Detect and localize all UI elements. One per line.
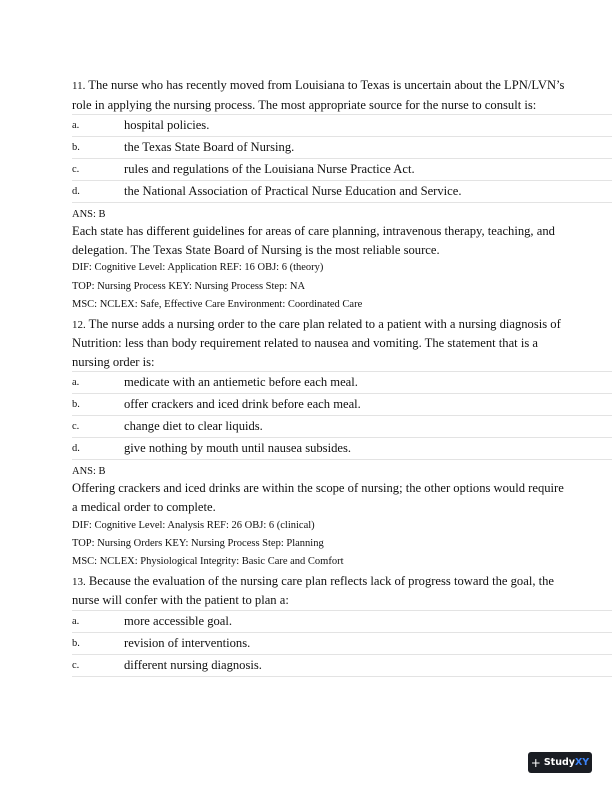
option-letter: c. — [72, 421, 80, 433]
question-text — [72, 76, 612, 114]
option-letter: b. — [72, 399, 80, 411]
brand-accent: XY — [574, 757, 590, 768]
answer-option — [72, 610, 612, 632]
option-text: different nursing diagnosis. — [124, 657, 262, 672]
answer-option — [72, 437, 612, 460]
meta-line: DIF: Cognitive Level: Analysis REF: 26 OBJ: 6 (clinical) — [72, 519, 315, 531]
meta-line: MSC: NCLEX: Physiological Integrity: Basic Care and Comfort — [72, 556, 344, 568]
option-letter: d. — [72, 443, 80, 455]
question-stem: The nurse adds a nursing order to the care plan related to a patient with a nursing diagnosis of Nutrition: less than body requirement related to nausea and vomiting. The statement that is a nursing order is: — [72, 316, 561, 369]
option-text: rules and regulations of the Louisiana Nurse Practice Act. — [124, 162, 415, 177]
answer-key: ANS: B — [72, 466, 106, 478]
option-text: the Texas State Board of Nursing. — [124, 140, 295, 155]
question-block — [72, 76, 612, 315]
question-stem: The nurse who has recently moved from Louisiana to Texas is uncertain about the LPN/LVN’s role in applying the nursing process. The most appropriate source for the nurse to consult is: — [72, 78, 565, 112]
option-letter: a. — [72, 615, 80, 627]
answer-option — [72, 632, 612, 654]
question-text — [72, 572, 612, 610]
option-letter: c. — [72, 164, 80, 176]
document-body — [72, 76, 612, 677]
option-text: revision of interventions. — [124, 635, 251, 650]
option-letter: a. — [72, 120, 80, 132]
meta-line: TOP: Nursing Orders KEY: Nursing Process Step: Planning — [72, 537, 324, 549]
brand-name — [544, 757, 589, 768]
option-text: change diet to clear liquids. — [124, 419, 263, 434]
answer-option — [72, 180, 612, 203]
answer-option — [72, 371, 612, 393]
question-block — [72, 315, 612, 572]
meta-line: DIF: Cognitive Level: Application REF: 16 OBJ: 6 (theory) — [72, 262, 324, 274]
question-stem: Because the evaluation of the nursing care plan reflects lack of progress toward the goal, the nurse will confer with the patient to plan a: — [72, 573, 554, 608]
question-number: 11. — [72, 80, 86, 92]
option-letter: c. — [72, 659, 80, 671]
answer-option — [72, 158, 612, 180]
option-text: offer crackers and iced drink before each meal. — [124, 397, 361, 412]
option-letter: b. — [72, 142, 80, 154]
brand-main: Study — [543, 757, 575, 768]
option-letter: a. — [72, 377, 80, 389]
option-text: give nothing by mouth until nausea subsides. — [124, 441, 352, 456]
option-letter: b. — [72, 637, 80, 649]
question-text — [72, 315, 612, 372]
plus-icon: + — [530, 755, 541, 770]
studyxy-badge[interactable] — [528, 752, 592, 773]
answer-key: ANS: B — [72, 209, 106, 221]
option-text: hospital policies. — [124, 118, 210, 133]
option-text: medicate with an antiemetic before each meal. — [124, 375, 358, 390]
meta-line: MSC: NCLEX: Safe, Effective Care Environment: Coordinated Care — [72, 299, 363, 311]
option-letter: d. — [72, 186, 80, 198]
question-number: 12. — [72, 318, 86, 331]
answer-option — [72, 654, 612, 677]
answer-option — [72, 393, 612, 415]
option-text: the National Association of Practical Nurse Education and Service. — [124, 184, 462, 199]
meta-line: TOP: Nursing Process KEY: Nursing Process Step: NA — [72, 280, 306, 292]
answer-option — [72, 415, 612, 437]
question-block — [72, 572, 612, 677]
question-number: 13. — [72, 575, 86, 588]
option-text: more accessible goal. — [124, 613, 233, 628]
answer-option — [72, 114, 612, 136]
rationale: Offering crackers and iced drinks are within the scope of nursing; the other options would require a medical order to complete. — [72, 481, 564, 514]
rationale: Each state has different guidelines for areas of care planning, intravenous therapy, teaching, and delegation. The Texas State Board of Nursing is the most reliable source. — [72, 224, 555, 257]
answer-option — [72, 136, 612, 158]
